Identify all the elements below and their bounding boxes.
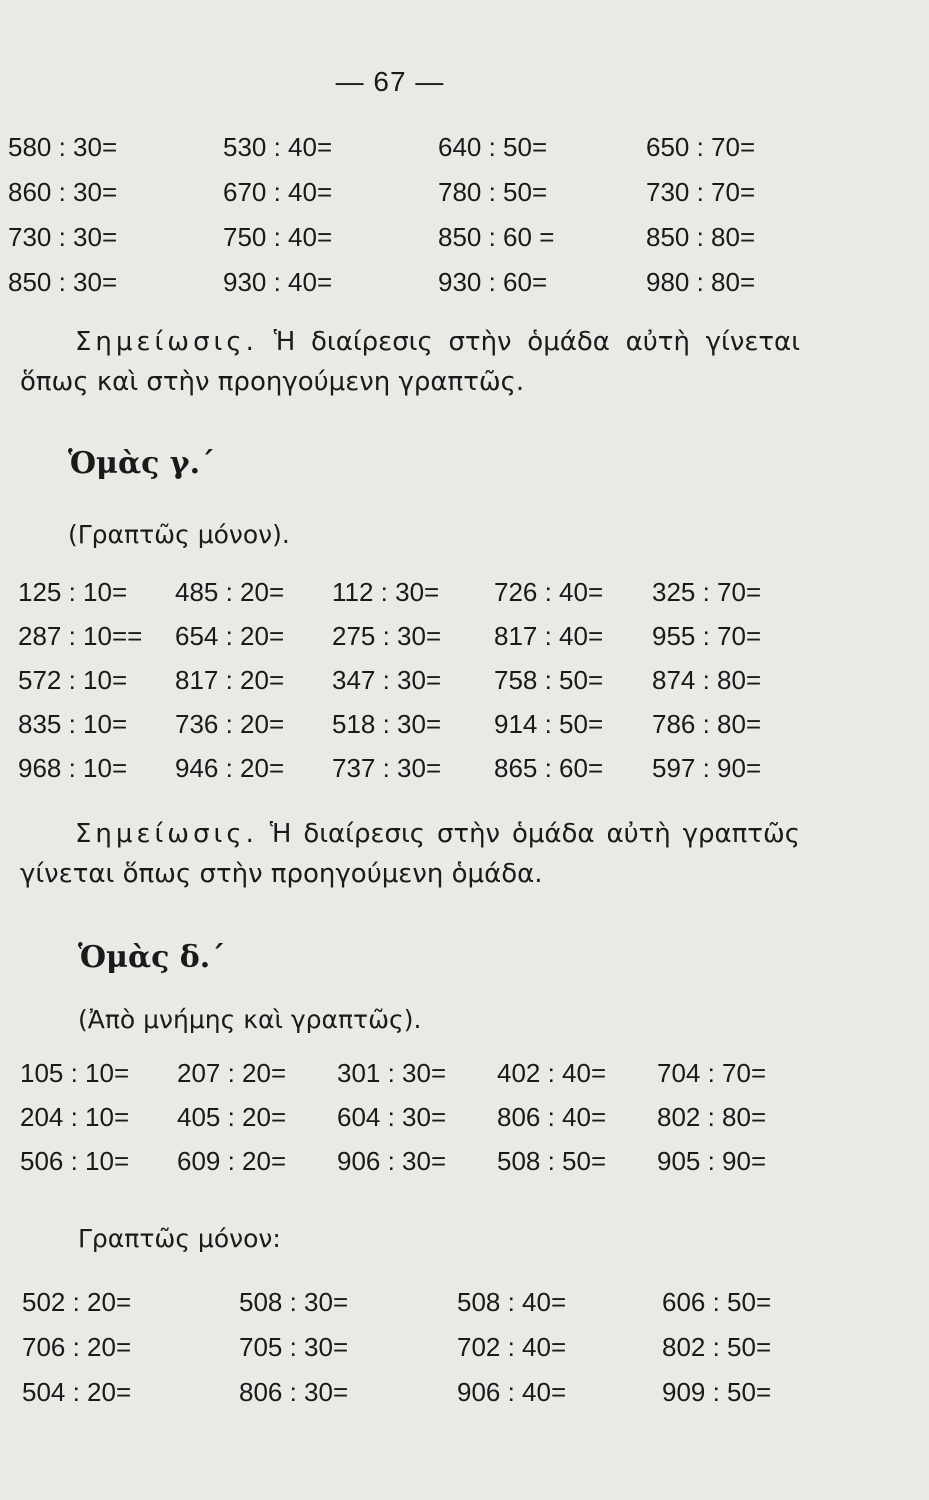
division-exercise: 806 : 40=: [497, 1102, 607, 1132]
division-exercise: 518 : 30=: [332, 709, 442, 739]
division-exercise: 609 : 20=: [177, 1146, 287, 1176]
division-exercise: 726 : 40=: [494, 577, 604, 607]
division-exercise: 850 : 60 =: [438, 222, 555, 252]
note-1-text: Ἡ διαίρεσις στὴν ὁμάδα αὐτὴ γίνεται ὅπως καὶ στὴν προηγούμενη γραπτῶς.: [20, 327, 800, 397]
exercise-row: [20, 1102, 797, 1146]
exercise-block-group-d: [20, 1058, 797, 1190]
division-exercise: 750 : 40=: [223, 222, 333, 252]
division-exercise: 930 : 60=: [438, 267, 548, 297]
page-number: — 67 —: [335, 66, 445, 97]
division-exercise: 874 : 80=: [652, 665, 762, 695]
division-exercise: 737 : 30=: [332, 753, 442, 783]
division-exercise: 706 : 20=: [22, 1332, 132, 1362]
group-d-title: Ὁμὰς δ.΄: [78, 940, 226, 975]
exercise-row: [18, 709, 792, 753]
division-exercise: 580 : 30=: [8, 132, 118, 162]
division-exercise: 325 : 70=: [652, 577, 762, 607]
note-2: [20, 814, 800, 894]
exercise-row: [8, 132, 796, 177]
division-exercise: 502 : 20=: [22, 1287, 132, 1317]
division-exercise: 347 : 30=: [332, 665, 442, 695]
division-exercise: 865 : 60=: [494, 753, 604, 783]
division-exercise: 485 : 20=: [175, 577, 285, 607]
exercise-row: [18, 621, 792, 665]
division-exercise: 597 : 90=: [652, 753, 762, 783]
exercise-row: [8, 177, 796, 222]
exercise-row: [18, 753, 792, 797]
division-exercise: 905 : 90=: [657, 1146, 767, 1176]
written-only-label: Γραπτῶς μόνον:: [78, 1224, 281, 1253]
group-d-subtitle: (Ἀπὸ μνήμης καὶ γραπτῶς).: [78, 1005, 422, 1034]
division-exercise: 730 : 30=: [8, 222, 118, 252]
division-exercise: 850 : 30=: [8, 267, 118, 297]
division-exercise: 730 : 70=: [646, 177, 756, 207]
division-exercise: 504 : 20=: [22, 1377, 132, 1407]
division-exercise: 758 : 50=: [494, 665, 604, 695]
division-exercise: 806 : 30=: [239, 1377, 349, 1407]
division-exercise: 702 : 40=: [457, 1332, 567, 1362]
division-exercise: 817 : 20=: [175, 665, 285, 695]
division-exercise: 287 : 10==: [18, 621, 143, 651]
division-exercise: 705 : 30=: [239, 1332, 349, 1362]
division-exercise: 835 : 10=: [18, 709, 128, 739]
division-exercise: 572 : 10=: [18, 665, 128, 695]
division-exercise: 606 : 50=: [662, 1287, 772, 1317]
division-exercise: 817 : 40=: [494, 621, 604, 651]
division-exercise: 906 : 40=: [457, 1377, 567, 1407]
division-exercise: 914 : 50=: [494, 709, 604, 739]
note-1-lead: Σημείωσις.: [75, 327, 258, 357]
division-exercise: 530 : 40=: [223, 132, 333, 162]
division-exercise: 850 : 80=: [646, 222, 756, 252]
division-exercise: 736 : 20=: [175, 709, 285, 739]
exercise-block-written-only: [22, 1287, 812, 1422]
division-exercise: 506 : 10=: [20, 1146, 130, 1176]
division-exercise: 654 : 20=: [175, 621, 285, 651]
exercise-block-1: [8, 132, 796, 312]
note-2-text: Ἡ διαίρεσις στὴν ὁμάδα αὐτὴ γραπτῶς γίνεται ὅπως στὴν προηγούμενη ὁμάδα.: [20, 819, 800, 889]
exercise-row: [20, 1058, 797, 1102]
division-exercise: 955 : 70=: [652, 621, 762, 651]
division-exercise: 405 : 20=: [177, 1102, 287, 1132]
division-exercise: 207 : 20=: [177, 1058, 287, 1088]
exercise-row: [18, 577, 792, 621]
division-exercise: 508 : 40=: [457, 1287, 567, 1317]
division-exercise: 786 : 80=: [652, 709, 762, 739]
division-exercise: 275 : 30=: [332, 621, 442, 651]
division-exercise: 802 : 80=: [657, 1102, 767, 1132]
division-exercise: 780 : 50=: [438, 177, 548, 207]
division-exercise: 802 : 50=: [662, 1332, 772, 1362]
division-exercise: 670 : 40=: [223, 177, 333, 207]
note-1: [20, 322, 800, 402]
division-exercise: 640 : 50=: [438, 132, 548, 162]
division-exercise: 301 : 30=: [337, 1058, 447, 1088]
division-exercise: 125 : 10=: [18, 577, 128, 607]
division-exercise: 402 : 40=: [497, 1058, 607, 1088]
division-exercise: 105 : 10=: [20, 1058, 130, 1088]
division-exercise: 946 : 20=: [175, 753, 285, 783]
exercise-row: [22, 1287, 812, 1332]
division-exercise: 704 : 70=: [657, 1058, 767, 1088]
division-exercise: 968 : 10=: [18, 753, 128, 783]
division-exercise: 980 : 80=: [646, 267, 756, 297]
division-exercise: 604 : 30=: [337, 1102, 447, 1132]
exercise-row: [8, 222, 796, 267]
division-exercise: 508 : 30=: [239, 1287, 349, 1317]
division-exercise: 906 : 30=: [337, 1146, 447, 1176]
group-c-title: Ὁμὰς γ.΄: [68, 446, 216, 481]
group-c-subtitle: (Γραπτῶς μόνον).: [68, 520, 290, 549]
note-2-lead: Σημείωσις.: [75, 819, 258, 849]
division-exercise: 909 : 50=: [662, 1377, 772, 1407]
exercise-row: [8, 267, 796, 312]
division-exercise: 204 : 10=: [20, 1102, 130, 1132]
division-exercise: 508 : 50=: [497, 1146, 607, 1176]
exercise-row: [20, 1146, 797, 1190]
division-exercise: 930 : 40=: [223, 267, 333, 297]
exercise-row: [18, 665, 792, 709]
division-exercise: 112 : 30=: [332, 577, 440, 607]
exercise-block-group-c: [18, 577, 792, 797]
division-exercise: 650 : 70=: [646, 132, 756, 162]
division-exercise: 860 : 30=: [8, 177, 118, 207]
exercise-row: [22, 1332, 812, 1377]
exercise-row: [22, 1377, 812, 1422]
